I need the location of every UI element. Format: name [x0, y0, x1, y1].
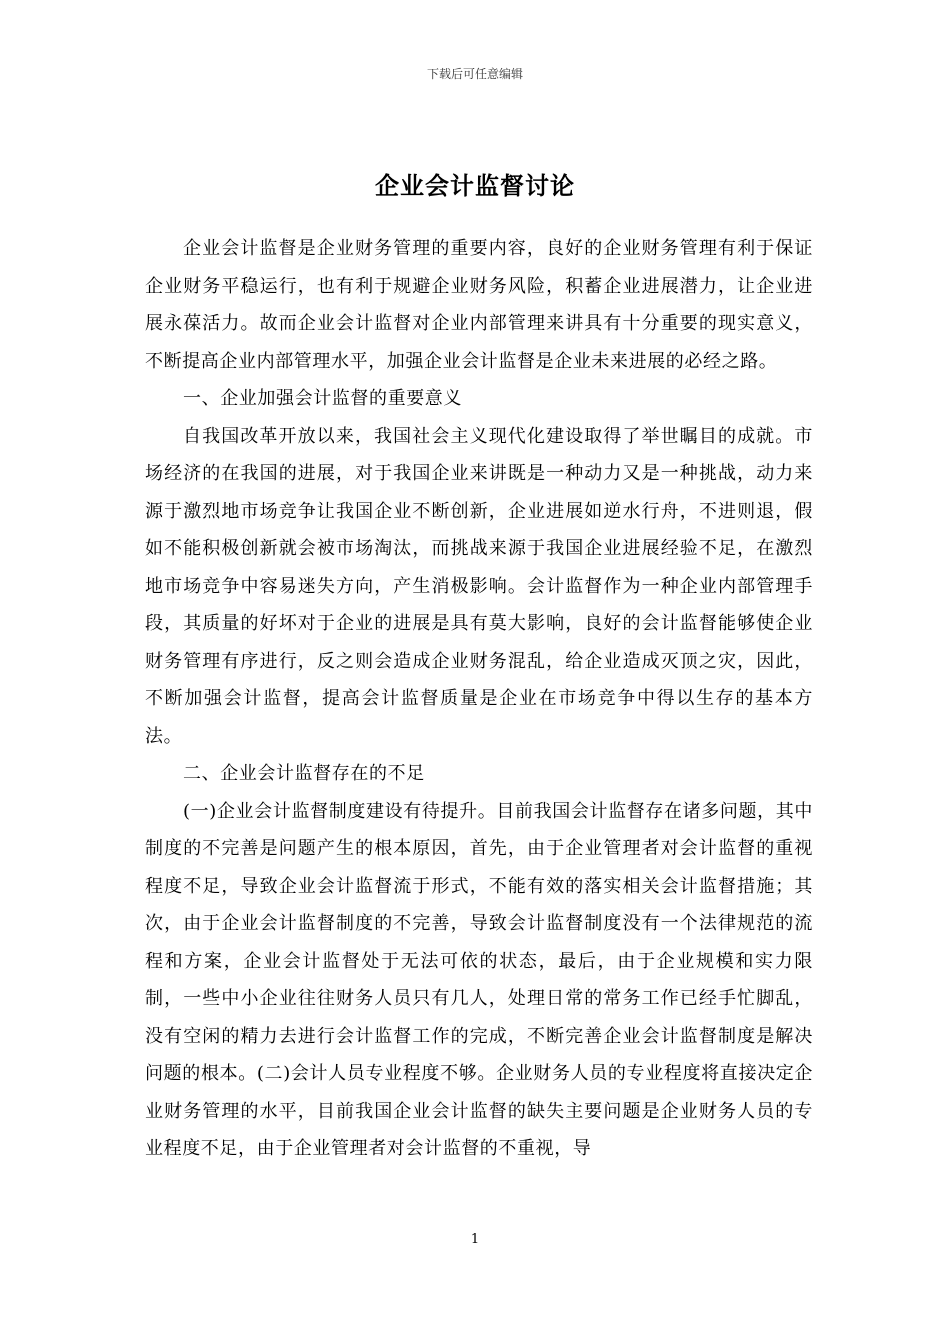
document-body: [145, 230, 813, 1168]
section-2-paragraph: (一)企业会计监督制度建设有待提升。目前我国会计监督存在诸多问题，其中制度的不完善是问题产生的根本原因，首先，由于企业管理者对会计监督的重视程度不足，导致企业会计监督流于形式，不能有效的落实相关会计监督措施；其次，由于企业会计监督制度的不完善，导致会计监督制度没有一个法律规范的流程和方案，企业会计监督处于无法可依的状态，最后，由于企业规模和实力限制，一些中小企业往往财务人员只有几人，处理日常的常务工作已经手忙脚乱，没有空闲的精力去进行会计监督工作的完成，不断完善企业会计监督制度是解决问题的根本。(二)会计人员专业程度不够。企业财务人员的专业程度将直接决定企业财务管理的水平，目前我国企业会计监督的缺失主要问题是企业财务人员的专业程度不足，由于企业管理者对会计监督的不重视，导: [145, 800, 813, 1159]
page-header: 下载后可任意编辑: [426, 67, 523, 81]
document-title: 企业会计监督讨论: [375, 172, 575, 201]
page-number: 1: [470, 1232, 480, 1247]
section-heading-1: 一、企业加强会计监督的重要意义: [183, 388, 462, 409]
section-1-paragraph: 自我国改革开放以来，我国社会主义现代化建设取得了举世瞩目的成就。市场经济的在我国的进展，对于我国企业来讲既是一种动力又是一种挑战，动力来源于激烈地市场竞争让我国企业不断创新，企业进展如逆水行舟，不进则退，假如不能积极创新就会被市场淘汰，而挑战来源于我国企业进展经验不足，在激烈地市场竞争中容易迷失方向，产生消极影响。会计监督作为一种企业内部管理手段，其质量的好坏对于企业的进展是具有莫大影响，良好的会计监督能够使企业财务管理有序进行，反之则会造成企业财务混乱，给企业造成灭顶之灾，因此，不断加强会计监督，提高会计监督质量是企业在市场竞争中得以生存的基本方法。: [145, 425, 813, 747]
section-heading-2: 二、企业会计监督存在的不足: [183, 763, 425, 784]
intro-paragraph: 企业会计监督是企业财务管理的重要内容，良好的企业财务管理有利于保证企业财务平稳运行，也有利于规避企业财务风险，积蓄企业进展潜力，让企业进展永葆活力。故而企业会计监督对企业内部管理来讲具有十分重要的现实意义，不断提高企业内部管理水平，加强企业会计监督是企业未来进展的必经之路。: [145, 238, 813, 372]
